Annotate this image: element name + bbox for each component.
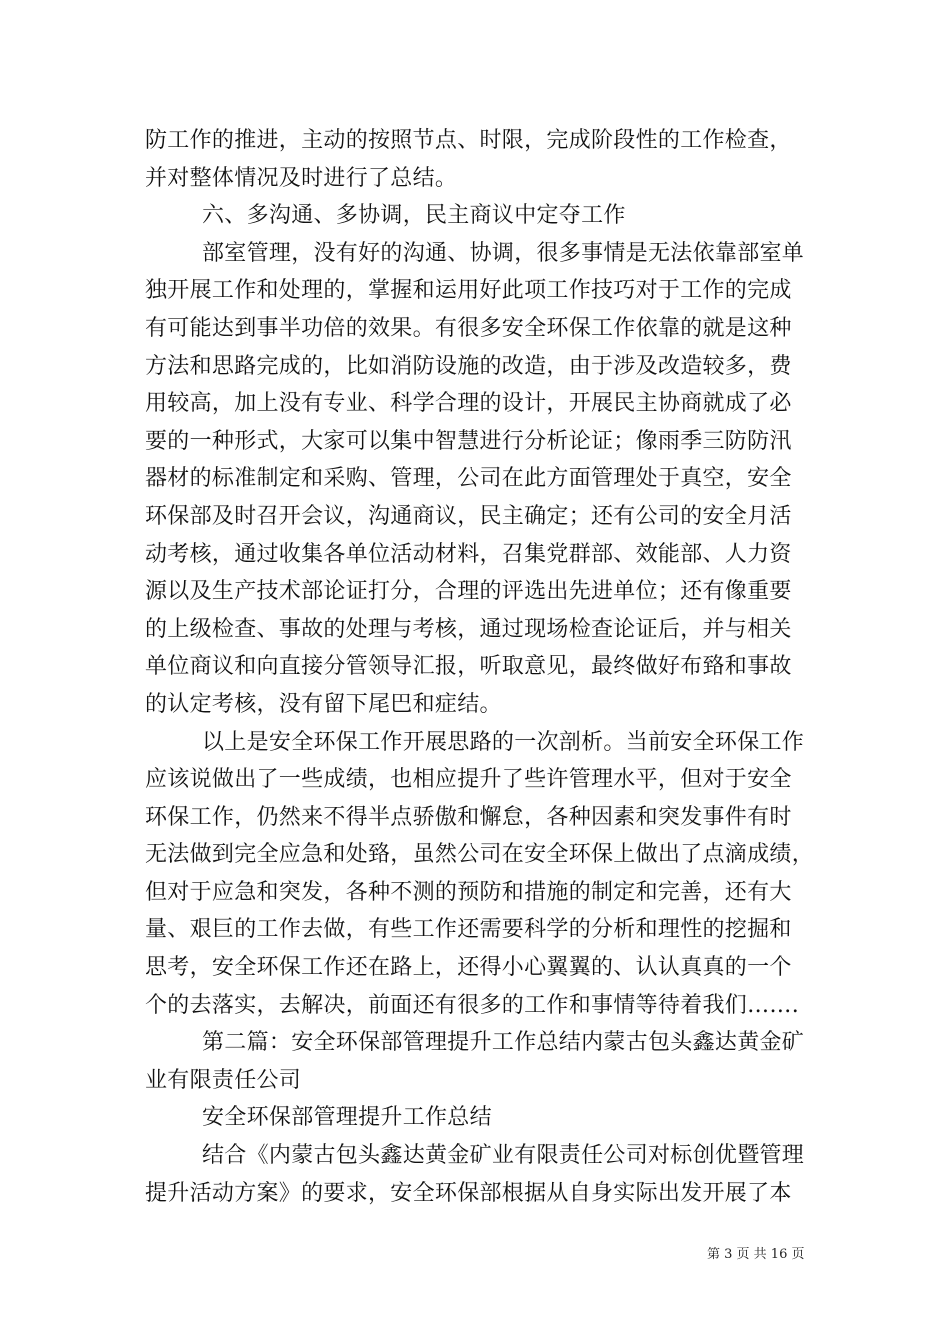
text-line: 并对整体情况及时进行了总结。 (145, 165, 458, 191)
text-line: 的认定考核，没有留下尾巴和症结。 (145, 691, 502, 717)
text-line: 第二篇：安全环保部管理提升工作总结内蒙古包头鑫达黄金矿 (202, 1030, 805, 1056)
text-line: 动考核，通过收集各单位活动材料，召集党群部、效能部、人力资 (145, 541, 792, 567)
text-line: 提升活动方案》的要求，安全环保部根据从自身实际出发开展了本 (145, 1180, 792, 1206)
text-line: 要的一种形式，大家可以集中智慧进行分析论证；像雨季三防防汛 (145, 428, 792, 454)
text-line: 用较高，加上没有专业、科学合理的设计，开展民主协商就成了必 (145, 391, 792, 417)
text-line: 的上级检查、事故的处理与考核，通过现场检查论证后，并与相关 (145, 616, 792, 642)
text-line: 方法和思路完成的，比如消防设施的改造，由于涉及改造较多，费 (145, 353, 792, 379)
text-line: 有可能达到事半功倍的效果。有很多安全环保工作依靠的就是这种 (145, 315, 792, 341)
text-line: 独开展工作和处理的，掌握和运用好此项工作技巧对于工作的完成 (145, 278, 792, 304)
text-line: 思考，安全环保工作还在路上，还得小心翼翼的、认认真真的一个 (145, 955, 792, 981)
page-number-footer: 第 3 页 共 16 页 (707, 1247, 805, 1262)
text-line: 源以及生产技术部论证打分，合理的评选出先进单位；还有像重要 (145, 579, 792, 605)
text-line: 但对于应急和突发，各种不测的预防和措施的制定和完善，还有大 (145, 879, 792, 905)
text-line: 无法做到完全应急和处臵，虽然公司在安全环保上做出了点滴成绩， (145, 842, 815, 868)
text-line: 应该说做出了一些成绩，也相应提升了些许管理水平，但对于安全 (145, 767, 792, 793)
text-line: 六、多沟通、多协调，民主商议中定夺工作 (202, 203, 626, 229)
text-line: 器材的标准制定和采购、管理，公司在此方面管理处于真空，安全 (145, 466, 792, 492)
text-line: 部室管理，没有好的沟通、协调，很多事情是无法依靠部室单 (202, 240, 805, 266)
text-line: 业有限责任公司 (145, 1067, 302, 1093)
text-line: 环保工作，仍然来不得半点骄傲和懈怠，各种因素和突发事件有时 (145, 804, 792, 830)
text-line: 安全环保部管理提升工作总结 (202, 1105, 492, 1131)
text-line: 结合《内蒙古包头鑫达黄金矿业有限责任公司对标创优暨管理 (202, 1143, 805, 1169)
text-line: 个的去落实，去解决，前面还有很多的工作和事情等待着我们……. (145, 992, 799, 1018)
text-line: 量、艰巨的工作去做，有些工作还需要科学的分析和理性的挖掘和 (145, 917, 792, 943)
document-body (145, 122, 815, 1212)
text-line: 以上是安全环保工作开展思路的一次剖析。当前安全环保工作 (202, 729, 805, 755)
text-line: 环保部及时召开会议，沟通商议，民主确定；还有公司的安全月活 (145, 503, 792, 529)
text-line: 单位商议和向直接分管领导汇报，听取意见，最终做好布臵和事故 (145, 654, 792, 680)
text-line: 防工作的推进，主动的按照节点、时限，完成阶段性的工作检查， (145, 128, 792, 153)
